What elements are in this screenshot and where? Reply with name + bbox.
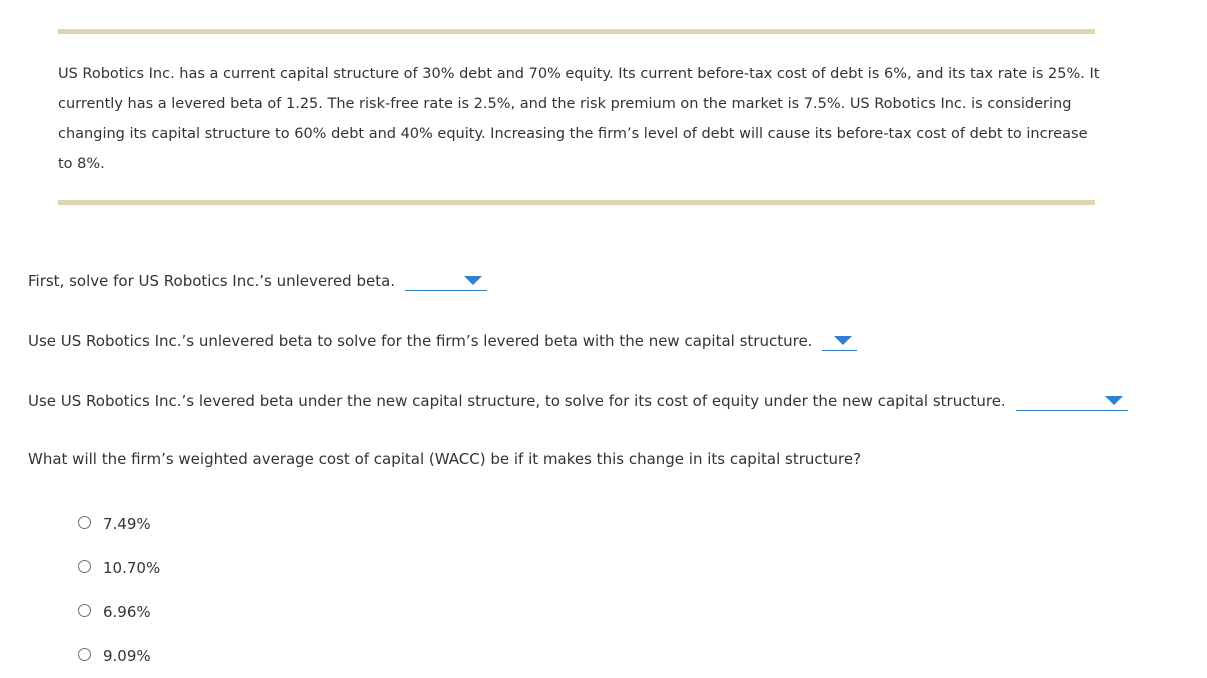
problem-top-rule [58,29,1095,34]
question-text: What will the firm’s weighted average cost of capital (WACC) be if it makes this change in its capital structure? [28,450,862,468]
problem-statement: US Robotics Inc. has a current capital structure of 30% debt and 70% equity. Its current before-tax cost of debt is 6%, and its tax rate is 25%. It currently has a levered beta of 1.25. The risk-free rate is 2.5%, and the risk premium on the market is 7.5%. US Robotics Inc. is considering changing its capital structure to 60% debt and 40% equity. Increasing the firm’s level of debt will cause its before-tax cost of debt to increase to 8%. [58,66,1100,172]
question-text: First, solve for US Robotics Inc.’s unlevered beta. [28,271,396,290]
option-label: 6.96% [103,603,151,621]
radio-unchecked-icon[interactable] [78,648,91,661]
option-label: 10.70% [103,559,161,577]
unlevered-beta-dropdown[interactable] [405,270,487,291]
question-text: Use US Robotics Inc.’s levered beta under the new capital structure, to solve for its cost of equity under the new capital structure. [28,391,1006,410]
caret-down-icon [1105,396,1123,405]
radio-unchecked-icon[interactable] [78,604,91,617]
wacc-option[interactable] [78,546,160,590]
caret-down-icon [834,336,852,345]
caret-down-icon [464,276,482,285]
question-text: Use US Robotics Inc.’s unlevered beta to solve for the firm’s levered beta with the new capital structure. [28,331,813,350]
levered-beta-dropdown[interactable] [822,330,857,351]
wacc-option[interactable] [78,634,160,678]
cost-of-equity-dropdown[interactable] [1016,390,1128,411]
option-label: 9.09% [103,647,151,665]
question-new-levered-beta [28,330,857,351]
wacc-options-radio-group [78,502,160,678]
question-cost-of-equity [28,390,1128,411]
radio-unchecked-icon[interactable] [78,560,91,573]
wacc-option[interactable] [78,590,160,634]
option-label: 7.49% [103,515,151,533]
wacc-option[interactable] [78,502,160,546]
problem-bottom-rule [58,200,1095,205]
question-wacc [28,450,861,468]
question-unlevered-beta [28,270,487,291]
radio-unchecked-icon[interactable] [78,516,91,529]
